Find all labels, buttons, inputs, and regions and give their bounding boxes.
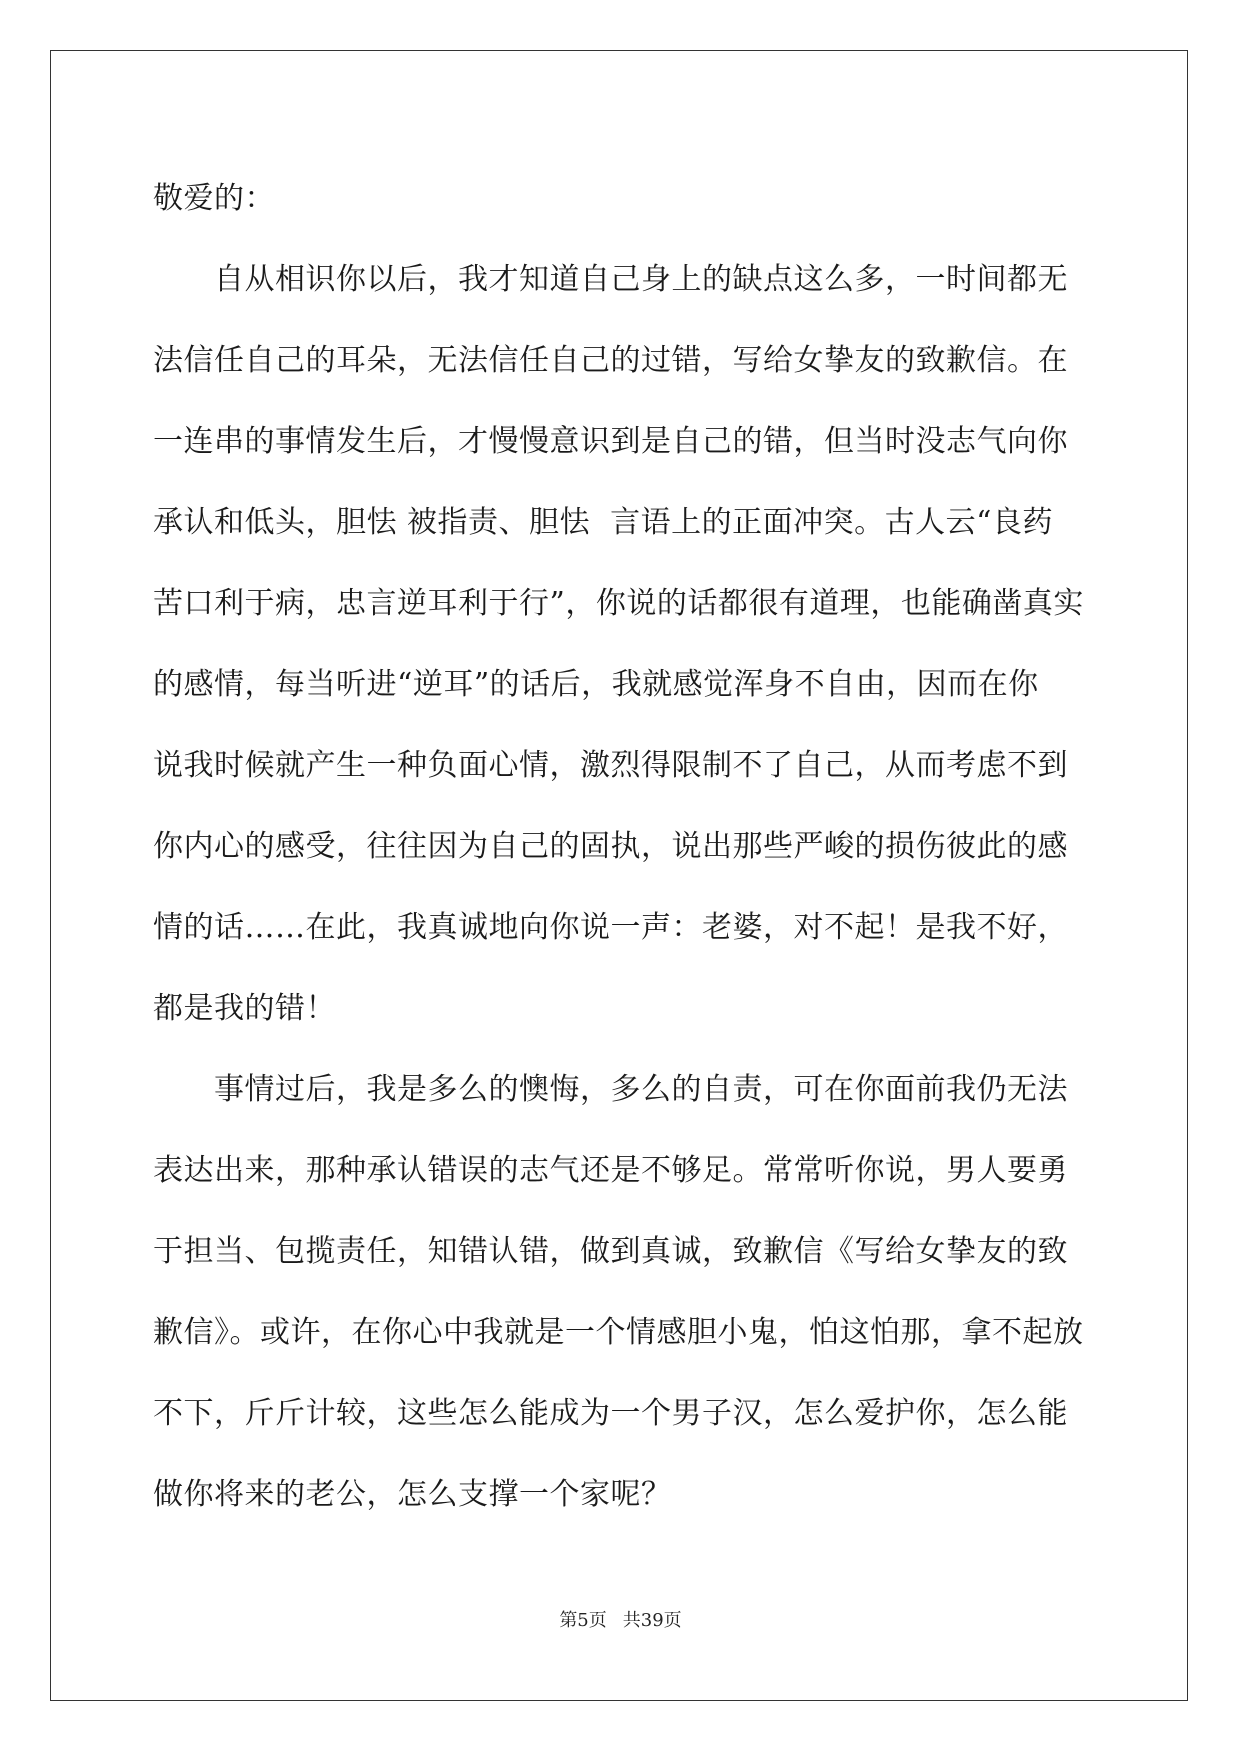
paragraph-line: 表达出来，那种承认错误的志气还是不够足。常常听你说，男人要勇 — [153, 1153, 1068, 1188]
paragraph-line: 你内心的感受，往往因为自己的固执，说出那些严峻的损伤彼此的感 — [153, 829, 1068, 864]
total-pages-label: 共39页 — [622, 1610, 682, 1631]
paragraph-2 — [153, 1049, 1093, 1535]
paragraph-line: 一连串的事情发生后，才慢慢意识到是自己的错，但当时没志气向你 — [153, 424, 1068, 459]
paragraph-line: 情的话……在此，我真诚地向你说一声：老婆，对不起！是我不好， — [153, 910, 1068, 945]
current-page-label: 第5页 — [559, 1610, 607, 1631]
greeting: 敬爱的： — [153, 181, 275, 216]
paragraph-line: 自从相识你以后，我才知道自己身上的缺点这么多，一时间都无 — [214, 262, 1068, 297]
paragraph-line: 做你将来的老公，怎么支撑一个家呢？ — [153, 1477, 672, 1512]
document-body — [153, 158, 1093, 1535]
paragraph-line: 苦口利于病，忠言逆耳利于行”，你说的话都很有道理，也能确凿真实 — [153, 586, 1084, 621]
paragraph-1 — [153, 239, 1093, 1049]
paragraph-line: 不下，斤斤计较，这些怎么能成为一个男子汉，怎么爱护你，怎么能 — [153, 1396, 1068, 1431]
page-footer — [0, 1606, 1241, 1632]
paragraph-line: 事情过后，我是多么的懊悔，多么的自责，可在你面前我仍无法 — [214, 1072, 1068, 1107]
paragraph-line: 说我时候就产生一种负面心情，激烈得限制不了自己，从而考虑不到 — [153, 748, 1068, 783]
paragraph-line: 于担当、包揽责任，知错认错，做到真诚，致歉信《写给女挚友的致 — [153, 1234, 1068, 1269]
paragraph-line: 的感情，每当听进“逆耳”的话后，我就感觉浑身不自由，因而在你 — [153, 667, 1039, 702]
paragraph-line: 都是我的错！ — [153, 991, 336, 1026]
paragraph-line: 承认和低头，胆怯 被指责、胆怯 言语上的正面冲突。古人云“良药 — [153, 505, 1053, 540]
paragraph-line: 法信任自己的耳朵，无法信任自己的过错，写给女挚友的致歉信。在 — [153, 343, 1068, 378]
paragraph-line: 歉信》。或许，在你心中我就是一个情感胆小鬼，怕这怕那，拿不起放 — [153, 1315, 1084, 1350]
